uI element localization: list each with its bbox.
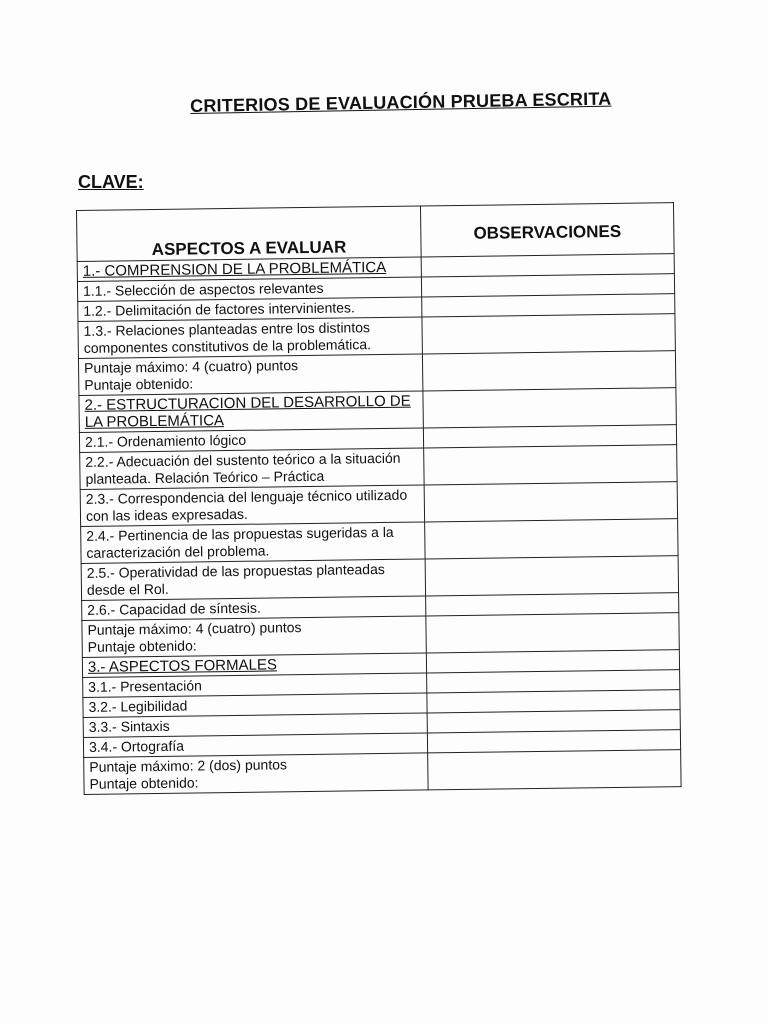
criterion-cell: 2.1.- Ordenamiento lógico [79,428,423,453]
criterion-cell: 3.3.- Sintaxis [83,713,427,738]
observation-cell [424,482,677,522]
document-title: CRITERIOS DE EVALUACIÓN PRUEBA ESCRITA [190,88,612,116]
max-score: Puntaje máximo: 4 (cuatro) puntos [83,357,299,376]
table-row [84,750,681,795]
obtained-score: Puntaje obtenido: [89,774,199,792]
header-aspectos: ASPECTOS A EVALUAR [77,206,422,261]
observation-cell [425,556,678,596]
section-heading: 1.- COMPRENSION DE LA PROBLEMÁTICA [77,257,421,282]
criterion-cell: 2.6.- Capacidad de síntesis. [82,596,426,621]
evaluation-table [76,202,682,795]
criterion-cell: 1.1.- Selección de aspectos relevantes [77,277,421,302]
criterion-cell: 3.2.- Legibilidad [83,693,427,718]
criterion-cell: 2.2.- Adecuación del sustento teórico a la situación planteada. Relación Teórico – Práctica [80,448,424,489]
criterion-cell: 2.5.- Operatividad de las propuestas planteadas desde el Rol. [81,559,425,600]
criterion-cell: 1.2.- Delimitación de factores intervinientes. [78,297,422,322]
criterion-cell: 2.4.- Pertinencia de las propuestas sugeridas a la caracterización del problema. [81,522,425,563]
score-cell [78,354,422,395]
section-heading: 3.- ASPECTOS FORMALES [82,653,426,678]
max-score: Puntaje máximo: 4 (cuatro) puntos [87,619,302,638]
criterion-cell: 1.3.- Relaciones planteadas entre los distintos componentes constitutivos de la problemática. [78,317,422,358]
criterion-cell: 3.4.- Ortografía [83,733,427,758]
section-heading: 2.- ESTRUCTURACION DEL DESARROLLO DE LA PROBLEMÁTICA [79,391,423,432]
observation-cell [428,750,681,790]
observation-cell [422,351,675,391]
observation-cell [422,314,675,354]
max-score: Puntaje máximo: 2 (dos) puntos [89,756,288,775]
obtained-score: Puntaje obtenido: [84,375,194,393]
observation-cell [426,613,679,653]
observation-cell [423,388,676,428]
score-cell [82,616,426,657]
clave-label: CLAVE: [78,172,144,192]
observation-cell [425,519,678,559]
obtained-score: Puntaje obtenido: [87,637,197,655]
score-cell [84,753,428,794]
table-header-row [77,203,675,262]
criterion-cell: 3.1.- Presentación [83,673,427,698]
criterion-cell: 2.3.- Correspondencia del lenguaje técnico utilizado con las ideas expresadas. [80,485,424,526]
observation-cell [424,445,677,485]
header-observaciones: OBSERVACIONES [420,203,674,257]
